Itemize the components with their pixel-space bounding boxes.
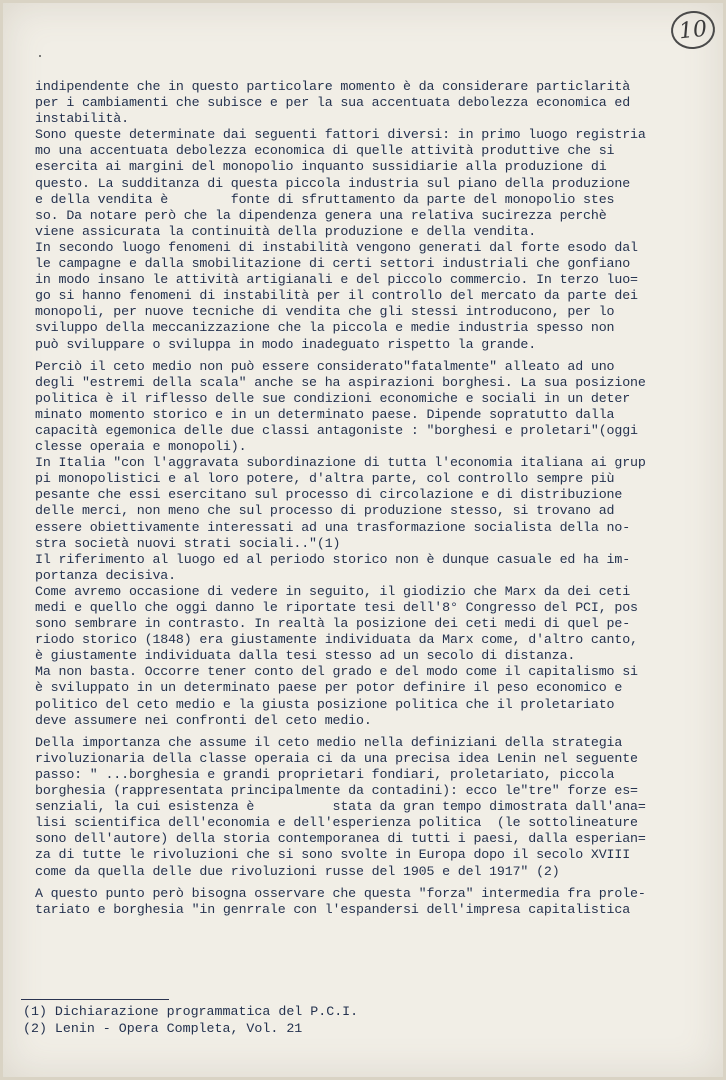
ink-dot xyxy=(39,55,41,57)
text-line: capacità egemonica delle due classi antagoniste : "borghesi e proletari"(oggi xyxy=(35,422,638,438)
text-line: so. Da notare però che la dipendenza genera una relativa sucirezza perchè xyxy=(35,207,607,223)
text-line: instabilità. xyxy=(35,111,129,127)
text-line: esercita ai margini del monopolio inquanto sussidiarie alla produzione di xyxy=(35,159,607,175)
text-line: le campagne e dalla smobilitazione di certi settori industriali che gonfiano xyxy=(35,256,631,272)
paragraph xyxy=(35,240,723,353)
text-line: degli "estremi della scala" anche se ha aspirazioni borghesi. La sua posizione xyxy=(35,374,646,390)
footnote-rule xyxy=(21,999,169,1000)
body-text xyxy=(35,79,723,918)
text-line: passo: " ...borghesia e grandi proprietari fondiari, proletariato, piccola xyxy=(35,766,615,782)
text-line: Perciò il ceto medio non può essere considerato"fatalmente" alleato ad uno xyxy=(35,358,615,374)
text-line: medi e quello che oggi danno le riportate tesi dell'8° Congresso del PCI, pos xyxy=(35,600,638,615)
text-line: è sviluppato in un determinato paese per potor definire il peso economico e xyxy=(35,680,623,696)
text-line: portanza decisiva. xyxy=(35,567,176,583)
page-number: 10 xyxy=(669,9,717,51)
text-line: sono sembrare in contrasto. In realtà la posizione dei ceti medi di quel pe- xyxy=(35,616,631,632)
text-line: indipendente che in questo particolare momento è da considerare particlarità xyxy=(35,79,631,94)
text-line: Della importanza che assume il ceto medio nella definiziani della strategia xyxy=(35,734,623,750)
paragraph xyxy=(35,359,723,456)
text-line: questo. La sudditanza di questa piccola industria sul piano della produzione xyxy=(35,175,631,191)
text-line: A questo punto però bisogna osservare che questa "forza" intermedia fra prole- xyxy=(35,885,646,901)
text-line: minato momento storico e in un determinato paese. Dipende sopratutto dalla xyxy=(35,406,615,422)
text-line: essere obiettivamente interessati ad una trasformazione socialista della no- xyxy=(35,519,631,535)
text-line: stra società nuovi strati sociali.."(1) xyxy=(35,535,341,551)
text-line: è giustamente individuata dalla tesi stesso ad un secolo di distanza. xyxy=(35,648,576,664)
text-line: Sono queste determinate dai seguenti fattori diversi: in primo luogo registria xyxy=(35,127,646,143)
text-line: deve assumere nei confronti del ceto medio. xyxy=(35,712,372,728)
text-line: politica è il riflesso delle sue condizioni economiche e sociali in un deter xyxy=(35,390,631,406)
text-line: Come avremo occasione di vedere in seguito, il giodizio che Marx da dei ceti xyxy=(35,583,631,599)
text-line: politico del ceto medio e la giusta posizione politica che il proletariato xyxy=(35,696,615,712)
footnotes xyxy=(23,1003,713,1037)
text-line: può sviluppare o sviluppa in modo inadeguato rispetto la grande. xyxy=(35,336,537,352)
typewritten-page xyxy=(3,3,723,1077)
text-line: go si hanno fenomeni di instabilità per il controllo del mercato da parte dei xyxy=(35,288,638,304)
text-line: e della vendita è fonte di sfruttamento da parte del monopolio stes xyxy=(35,191,615,207)
text-line: In Italia "con l'aggravata subordinazione di tutta l'economia italiana ai grup xyxy=(35,455,646,471)
text-line: lisi scientifica dell'economia e dell'esperienza politica (le sottolineature xyxy=(35,815,638,831)
text-line: pesante che essi esercitano sul processo di circolazione e di distribuzione xyxy=(35,487,623,503)
text-line: Ma non basta. Occorre tener conto del grado e del modo come il capitalismo si xyxy=(35,664,638,680)
text-line: tariato e borghesia "in genrrale con l'espandersi dell'impresa capitalistica xyxy=(35,901,631,917)
paragraph xyxy=(35,664,723,728)
text-line: sono dell'autore) della storia contemporanea di tutti i paesi, dalla esperian= xyxy=(35,831,646,847)
text-line: borghesia (rappresentata principalmente da contadini): ecco le"tre" forze es= xyxy=(35,783,638,799)
text-line: pi monopolistici e al loro potere, d'altra parte, col controllo sempre più xyxy=(35,471,615,487)
text-line: mo una accentuata debolezza economica di quelle attività produttive che si xyxy=(35,143,615,159)
footnote: (1) Dichiarazione programmatica del P.C.I. xyxy=(23,1004,359,1019)
paragraph xyxy=(35,552,723,584)
text-line: in modo insano le attività artigianali e del piccolo commercio. In terzo luo= xyxy=(35,272,638,288)
text-line: come da quella delle due rivoluzioni russe del 1905 e del 1917" (2) xyxy=(35,863,560,879)
footnote: (2) Lenin - Opera Completa, Vol. 21 xyxy=(23,1021,303,1036)
text-line: riodo storico (1848) era giustamente individuata da Marx come, d'altro canto, xyxy=(35,632,638,648)
text-line: clesse operaia e monopoli). xyxy=(35,439,247,455)
text-line: senziali, la cui esistenza è stata da gran tempo dimostrata dall'ana= xyxy=(35,799,646,815)
text-line: sviluppo della meccanizzazione che la piccola e medie industria spesso non xyxy=(35,320,615,336)
paragraph xyxy=(35,127,723,240)
paragraph xyxy=(35,886,723,918)
text-line: delle merci, non meno che sul processo di produzione stesso, si trovano ad xyxy=(35,503,615,519)
text-line: viene assicurata la continuità della produzione e della vendita. xyxy=(35,223,537,239)
text-line: rivoluzionaria della classe operaia ci da una precisa idea Lenin nel seguente xyxy=(35,750,638,766)
paragraph xyxy=(35,455,723,552)
paragraph xyxy=(35,79,723,127)
text-line: Il riferimento al luogo ed al periodo storico non è dunque casuale ed ha im- xyxy=(35,551,631,567)
paragraph xyxy=(35,735,723,880)
text-line: per i cambiamenti che subisce e per la sua accentuata debolezza economica ed xyxy=(35,95,631,111)
text-line: monopoli, per nuove tecniche di vendita che gli stessi introducono, per lo xyxy=(35,304,615,320)
paragraph xyxy=(35,584,723,664)
text-line: za di tutte le rivoluzioni che si sono svolte in Europa dopo il secolo XVIII xyxy=(35,847,631,863)
text-line: In secondo luogo fenomeni di instabilità vengono generati dal forte esodo dal xyxy=(35,239,638,255)
